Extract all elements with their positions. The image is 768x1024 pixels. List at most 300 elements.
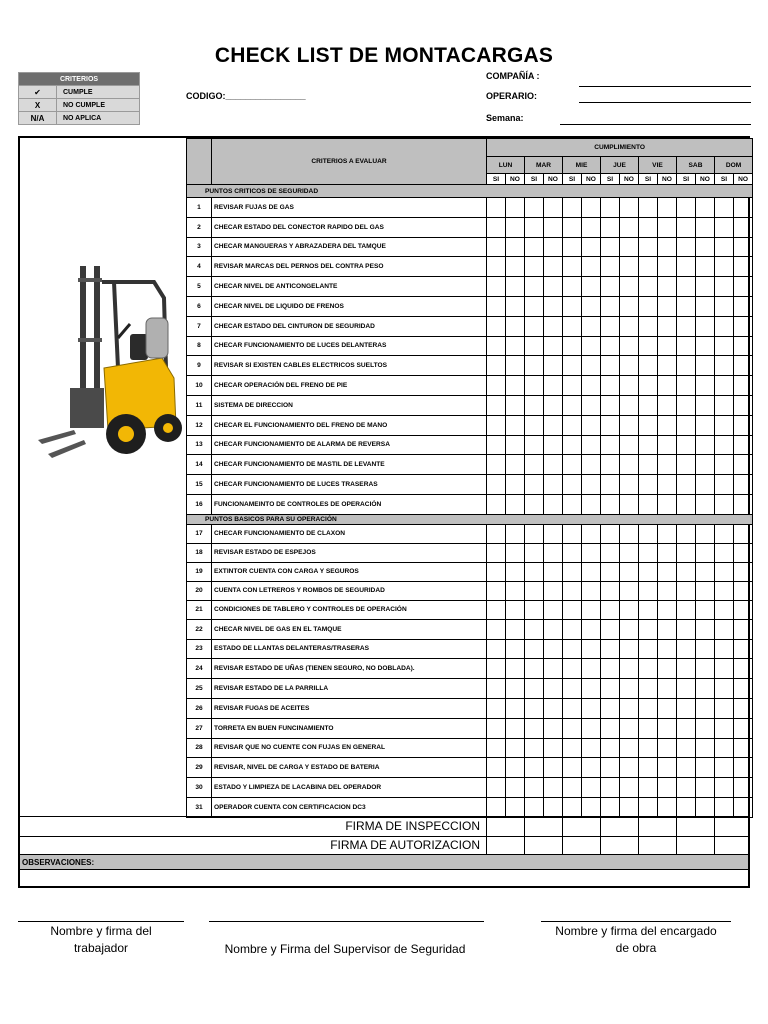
no-checkbox-cell[interactable] (734, 659, 753, 679)
yes-checkbox-cell[interactable] (715, 778, 734, 798)
yes-checkbox-cell[interactable] (639, 778, 658, 798)
worker-signature-line[interactable] (18, 921, 184, 922)
no-checkbox-cell[interactable] (582, 698, 601, 718)
yes-checkbox-cell[interactable] (715, 316, 734, 336)
no-checkbox-cell[interactable] (620, 679, 639, 699)
yes-checkbox-cell[interactable] (487, 376, 506, 396)
yes-checkbox-cell[interactable] (563, 435, 582, 455)
yes-checkbox-cell[interactable] (487, 455, 506, 475)
yes-checkbox-cell[interactable] (601, 659, 620, 679)
yes-checkbox-cell[interactable] (639, 257, 658, 277)
no-checkbox-cell[interactable] (582, 376, 601, 396)
no-checkbox-cell[interactable] (658, 797, 677, 817)
no-checkbox-cell[interactable] (658, 738, 677, 758)
no-checkbox-cell[interactable] (734, 524, 753, 543)
no-checkbox-cell[interactable] (734, 738, 753, 758)
yes-checkbox-cell[interactable] (677, 619, 696, 639)
yes-checkbox-cell[interactable] (677, 336, 696, 356)
yes-checkbox-cell[interactable] (563, 198, 582, 218)
yes-checkbox-cell[interactable] (525, 415, 544, 435)
no-checkbox-cell[interactable] (734, 562, 753, 581)
no-checkbox-cell[interactable] (620, 435, 639, 455)
no-checkbox-cell[interactable] (696, 455, 715, 475)
no-checkbox-cell[interactable] (658, 395, 677, 415)
no-checkbox-cell[interactable] (696, 217, 715, 237)
no-checkbox-cell[interactable] (582, 316, 601, 336)
yes-checkbox-cell[interactable] (639, 639, 658, 659)
no-checkbox-cell[interactable] (544, 679, 563, 699)
yes-checkbox-cell[interactable] (563, 257, 582, 277)
no-checkbox-cell[interactable] (620, 698, 639, 718)
no-checkbox-cell[interactable] (544, 356, 563, 376)
no-checkbox-cell[interactable] (696, 237, 715, 257)
no-checkbox-cell[interactable] (544, 257, 563, 277)
yes-checkbox-cell[interactable] (601, 738, 620, 758)
yes-checkbox-cell[interactable] (639, 395, 658, 415)
no-checkbox-cell[interactable] (506, 237, 525, 257)
inspection-signature-cell[interactable] (486, 816, 524, 836)
yes-checkbox-cell[interactable] (677, 562, 696, 581)
yes-checkbox-cell[interactable] (525, 494, 544, 514)
yes-checkbox-cell[interactable] (487, 296, 506, 316)
yes-checkbox-cell[interactable] (525, 738, 544, 758)
no-checkbox-cell[interactable] (658, 415, 677, 435)
no-checkbox-cell[interactable] (582, 600, 601, 619)
yes-checkbox-cell[interactable] (639, 475, 658, 495)
no-checkbox-cell[interactable] (696, 543, 715, 562)
yes-checkbox-cell[interactable] (715, 581, 734, 600)
no-checkbox-cell[interactable] (696, 679, 715, 699)
no-checkbox-cell[interactable] (620, 296, 639, 316)
no-checkbox-cell[interactable] (544, 778, 563, 798)
authorization-signature-cell[interactable] (486, 836, 524, 854)
yes-checkbox-cell[interactable] (601, 237, 620, 257)
yes-checkbox-cell[interactable] (487, 778, 506, 798)
no-checkbox-cell[interactable] (658, 198, 677, 218)
no-checkbox-cell[interactable] (734, 435, 753, 455)
no-checkbox-cell[interactable] (696, 797, 715, 817)
no-checkbox-cell[interactable] (506, 475, 525, 495)
no-checkbox-cell[interactable] (696, 494, 715, 514)
yes-checkbox-cell[interactable] (601, 475, 620, 495)
yes-checkbox-cell[interactable] (525, 198, 544, 218)
yes-checkbox-cell[interactable] (487, 524, 506, 543)
yes-checkbox-cell[interactable] (525, 376, 544, 396)
no-checkbox-cell[interactable] (658, 659, 677, 679)
yes-checkbox-cell[interactable] (677, 455, 696, 475)
yes-checkbox-cell[interactable] (563, 524, 582, 543)
yes-checkbox-cell[interactable] (525, 217, 544, 237)
no-checkbox-cell[interactable] (658, 600, 677, 619)
no-checkbox-cell[interactable] (734, 698, 753, 718)
no-checkbox-cell[interactable] (582, 415, 601, 435)
yes-checkbox-cell[interactable] (563, 277, 582, 297)
yes-checkbox-cell[interactable] (601, 679, 620, 699)
no-checkbox-cell[interactable] (620, 277, 639, 297)
no-checkbox-cell[interactable] (734, 494, 753, 514)
yes-checkbox-cell[interactable] (487, 562, 506, 581)
yes-checkbox-cell[interactable] (639, 494, 658, 514)
no-checkbox-cell[interactable] (620, 718, 639, 738)
no-checkbox-cell[interactable] (658, 376, 677, 396)
no-checkbox-cell[interactable] (620, 600, 639, 619)
yes-checkbox-cell[interactable] (487, 698, 506, 718)
no-checkbox-cell[interactable] (544, 336, 563, 356)
no-checkbox-cell[interactable] (506, 797, 525, 817)
supervisor-signature-line[interactable] (209, 921, 484, 922)
no-checkbox-cell[interactable] (620, 415, 639, 435)
no-checkbox-cell[interactable] (582, 797, 601, 817)
no-checkbox-cell[interactable] (582, 619, 601, 639)
yes-checkbox-cell[interactable] (715, 356, 734, 376)
yes-checkbox-cell[interactable] (563, 296, 582, 316)
no-checkbox-cell[interactable] (544, 494, 563, 514)
no-checkbox-cell[interactable] (696, 198, 715, 218)
no-checkbox-cell[interactable] (734, 395, 753, 415)
yes-checkbox-cell[interactable] (525, 296, 544, 316)
authorization-signature-cell[interactable] (714, 836, 752, 854)
no-checkbox-cell[interactable] (506, 356, 525, 376)
no-checkbox-cell[interactable] (734, 543, 753, 562)
yes-checkbox-cell[interactable] (487, 217, 506, 237)
yes-checkbox-cell[interactable] (601, 277, 620, 297)
yes-checkbox-cell[interactable] (525, 581, 544, 600)
no-checkbox-cell[interactable] (582, 257, 601, 277)
yes-checkbox-cell[interactable] (639, 562, 658, 581)
yes-checkbox-cell[interactable] (639, 296, 658, 316)
yes-checkbox-cell[interactable] (677, 198, 696, 218)
yes-checkbox-cell[interactable] (487, 395, 506, 415)
yes-checkbox-cell[interactable] (677, 639, 696, 659)
no-checkbox-cell[interactable] (734, 296, 753, 316)
site-manager-signature-line[interactable] (541, 921, 731, 922)
no-checkbox-cell[interactable] (506, 562, 525, 581)
no-checkbox-cell[interactable] (696, 336, 715, 356)
no-checkbox-cell[interactable] (658, 475, 677, 495)
codigo-field[interactable]: CODIGO:________________ (186, 91, 306, 101)
yes-checkbox-cell[interactable] (563, 475, 582, 495)
yes-checkbox-cell[interactable] (601, 435, 620, 455)
no-checkbox-cell[interactable] (734, 336, 753, 356)
yes-checkbox-cell[interactable] (525, 543, 544, 562)
no-checkbox-cell[interactable] (658, 581, 677, 600)
yes-checkbox-cell[interactable] (601, 316, 620, 336)
yes-checkbox-cell[interactable] (639, 758, 658, 778)
no-checkbox-cell[interactable] (582, 395, 601, 415)
no-checkbox-cell[interactable] (734, 581, 753, 600)
yes-checkbox-cell[interactable] (677, 376, 696, 396)
no-checkbox-cell[interactable] (696, 435, 715, 455)
yes-checkbox-cell[interactable] (677, 217, 696, 237)
yes-checkbox-cell[interactable] (563, 336, 582, 356)
no-checkbox-cell[interactable] (734, 639, 753, 659)
yes-checkbox-cell[interactable] (601, 395, 620, 415)
yes-checkbox-cell[interactable] (639, 797, 658, 817)
inspection-signature-cell[interactable] (638, 816, 676, 836)
yes-checkbox-cell[interactable] (563, 600, 582, 619)
no-checkbox-cell[interactable] (734, 679, 753, 699)
no-checkbox-cell[interactable] (734, 619, 753, 639)
yes-checkbox-cell[interactable] (563, 758, 582, 778)
no-checkbox-cell[interactable] (696, 296, 715, 316)
no-checkbox-cell[interactable] (544, 455, 563, 475)
no-checkbox-cell[interactable] (620, 581, 639, 600)
no-checkbox-cell[interactable] (582, 524, 601, 543)
yes-checkbox-cell[interactable] (487, 738, 506, 758)
yes-checkbox-cell[interactable] (487, 797, 506, 817)
inspection-signature-cell[interactable] (600, 816, 638, 836)
no-checkbox-cell[interactable] (620, 455, 639, 475)
no-checkbox-cell[interactable] (544, 415, 563, 435)
no-checkbox-cell[interactable] (544, 738, 563, 758)
no-checkbox-cell[interactable] (696, 581, 715, 600)
no-checkbox-cell[interactable] (734, 376, 753, 396)
no-checkbox-cell[interactable] (696, 698, 715, 718)
no-checkbox-cell[interactable] (696, 356, 715, 376)
yes-checkbox-cell[interactable] (601, 296, 620, 316)
no-checkbox-cell[interactable] (696, 639, 715, 659)
semana-field[interactable] (560, 124, 751, 125)
no-checkbox-cell[interactable] (506, 415, 525, 435)
yes-checkbox-cell[interactable] (563, 581, 582, 600)
operario-field[interactable] (579, 102, 751, 103)
no-checkbox-cell[interactable] (582, 455, 601, 475)
yes-checkbox-cell[interactable] (677, 237, 696, 257)
yes-checkbox-cell[interactable] (715, 395, 734, 415)
yes-checkbox-cell[interactable] (715, 679, 734, 699)
no-checkbox-cell[interactable] (506, 435, 525, 455)
no-checkbox-cell[interactable] (734, 415, 753, 435)
yes-checkbox-cell[interactable] (487, 543, 506, 562)
inspection-signature-cell[interactable] (714, 816, 752, 836)
yes-checkbox-cell[interactable] (563, 376, 582, 396)
yes-checkbox-cell[interactable] (601, 562, 620, 581)
no-checkbox-cell[interactable] (658, 778, 677, 798)
yes-checkbox-cell[interactable] (563, 395, 582, 415)
no-checkbox-cell[interactable] (544, 562, 563, 581)
yes-checkbox-cell[interactable] (525, 679, 544, 699)
yes-checkbox-cell[interactable] (677, 296, 696, 316)
yes-checkbox-cell[interactable] (677, 797, 696, 817)
yes-checkbox-cell[interactable] (525, 639, 544, 659)
no-checkbox-cell[interactable] (506, 600, 525, 619)
yes-checkbox-cell[interactable] (677, 758, 696, 778)
observations-field[interactable] (20, 871, 748, 886)
no-checkbox-cell[interactable] (544, 316, 563, 336)
yes-checkbox-cell[interactable] (715, 698, 734, 718)
no-checkbox-cell[interactable] (506, 778, 525, 798)
no-checkbox-cell[interactable] (544, 797, 563, 817)
yes-checkbox-cell[interactable] (715, 336, 734, 356)
no-checkbox-cell[interactable] (544, 435, 563, 455)
no-checkbox-cell[interactable] (696, 415, 715, 435)
yes-checkbox-cell[interactable] (715, 494, 734, 514)
yes-checkbox-cell[interactable] (563, 797, 582, 817)
no-checkbox-cell[interactable] (734, 778, 753, 798)
yes-checkbox-cell[interactable] (563, 698, 582, 718)
no-checkbox-cell[interactable] (658, 356, 677, 376)
no-checkbox-cell[interactable] (620, 619, 639, 639)
no-checkbox-cell[interactable] (696, 718, 715, 738)
inspection-signature-cell[interactable] (676, 816, 714, 836)
yes-checkbox-cell[interactable] (563, 639, 582, 659)
inspection-signature-cell[interactable] (524, 816, 562, 836)
no-checkbox-cell[interactable] (506, 659, 525, 679)
no-checkbox-cell[interactable] (582, 356, 601, 376)
no-checkbox-cell[interactable] (734, 217, 753, 237)
yes-checkbox-cell[interactable] (487, 581, 506, 600)
yes-checkbox-cell[interactable] (601, 619, 620, 639)
no-checkbox-cell[interactable] (658, 679, 677, 699)
no-checkbox-cell[interactable] (544, 619, 563, 639)
yes-checkbox-cell[interactable] (487, 718, 506, 738)
no-checkbox-cell[interactable] (658, 237, 677, 257)
yes-checkbox-cell[interactable] (639, 415, 658, 435)
no-checkbox-cell[interactable] (506, 336, 525, 356)
yes-checkbox-cell[interactable] (715, 619, 734, 639)
yes-checkbox-cell[interactable] (601, 797, 620, 817)
no-checkbox-cell[interactable] (506, 376, 525, 396)
no-checkbox-cell[interactable] (620, 395, 639, 415)
no-checkbox-cell[interactable] (658, 562, 677, 581)
yes-checkbox-cell[interactable] (487, 277, 506, 297)
yes-checkbox-cell[interactable] (639, 277, 658, 297)
no-checkbox-cell[interactable] (582, 581, 601, 600)
yes-checkbox-cell[interactable] (487, 237, 506, 257)
yes-checkbox-cell[interactable] (525, 336, 544, 356)
no-checkbox-cell[interactable] (734, 797, 753, 817)
no-checkbox-cell[interactable] (582, 718, 601, 738)
no-checkbox-cell[interactable] (506, 639, 525, 659)
yes-checkbox-cell[interactable] (677, 718, 696, 738)
no-checkbox-cell[interactable] (734, 718, 753, 738)
no-checkbox-cell[interactable] (544, 639, 563, 659)
yes-checkbox-cell[interactable] (639, 718, 658, 738)
yes-checkbox-cell[interactable] (601, 376, 620, 396)
no-checkbox-cell[interactable] (544, 395, 563, 415)
yes-checkbox-cell[interactable] (563, 455, 582, 475)
yes-checkbox-cell[interactable] (563, 718, 582, 738)
no-checkbox-cell[interactable] (696, 257, 715, 277)
no-checkbox-cell[interactable] (582, 296, 601, 316)
no-checkbox-cell[interactable] (696, 600, 715, 619)
yes-checkbox-cell[interactable] (601, 758, 620, 778)
no-checkbox-cell[interactable] (696, 738, 715, 758)
yes-checkbox-cell[interactable] (715, 435, 734, 455)
no-checkbox-cell[interactable] (620, 494, 639, 514)
no-checkbox-cell[interactable] (544, 543, 563, 562)
yes-checkbox-cell[interactable] (715, 277, 734, 297)
yes-checkbox-cell[interactable] (487, 679, 506, 699)
no-checkbox-cell[interactable] (620, 316, 639, 336)
no-checkbox-cell[interactable] (658, 277, 677, 297)
yes-checkbox-cell[interactable] (639, 316, 658, 336)
no-checkbox-cell[interactable] (506, 395, 525, 415)
no-checkbox-cell[interactable] (582, 758, 601, 778)
yes-checkbox-cell[interactable] (525, 435, 544, 455)
no-checkbox-cell[interactable] (506, 217, 525, 237)
yes-checkbox-cell[interactable] (525, 562, 544, 581)
yes-checkbox-cell[interactable] (487, 659, 506, 679)
no-checkbox-cell[interactable] (506, 257, 525, 277)
yes-checkbox-cell[interactable] (563, 679, 582, 699)
no-checkbox-cell[interactable] (734, 257, 753, 277)
yes-checkbox-cell[interactable] (715, 543, 734, 562)
yes-checkbox-cell[interactable] (487, 198, 506, 218)
yes-checkbox-cell[interactable] (677, 778, 696, 798)
yes-checkbox-cell[interactable] (639, 376, 658, 396)
yes-checkbox-cell[interactable] (639, 619, 658, 639)
no-checkbox-cell[interactable] (620, 475, 639, 495)
yes-checkbox-cell[interactable] (525, 659, 544, 679)
yes-checkbox-cell[interactable] (525, 698, 544, 718)
authorization-signature-cell[interactable] (638, 836, 676, 854)
no-checkbox-cell[interactable] (506, 494, 525, 514)
no-checkbox-cell[interactable] (582, 738, 601, 758)
yes-checkbox-cell[interactable] (487, 316, 506, 336)
no-checkbox-cell[interactable] (506, 277, 525, 297)
no-checkbox-cell[interactable] (620, 778, 639, 798)
yes-checkbox-cell[interactable] (677, 698, 696, 718)
yes-checkbox-cell[interactable] (677, 543, 696, 562)
yes-checkbox-cell[interactable] (677, 494, 696, 514)
no-checkbox-cell[interactable] (582, 475, 601, 495)
yes-checkbox-cell[interactable] (563, 217, 582, 237)
no-checkbox-cell[interactable] (696, 316, 715, 336)
no-checkbox-cell[interactable] (620, 639, 639, 659)
yes-checkbox-cell[interactable] (601, 639, 620, 659)
yes-checkbox-cell[interactable] (487, 639, 506, 659)
yes-checkbox-cell[interactable] (677, 738, 696, 758)
no-checkbox-cell[interactable] (696, 376, 715, 396)
yes-checkbox-cell[interactable] (715, 257, 734, 277)
no-checkbox-cell[interactable] (658, 455, 677, 475)
yes-checkbox-cell[interactable] (677, 435, 696, 455)
yes-checkbox-cell[interactable] (677, 475, 696, 495)
yes-checkbox-cell[interactable] (715, 376, 734, 396)
yes-checkbox-cell[interactable] (715, 797, 734, 817)
yes-checkbox-cell[interactable] (715, 217, 734, 237)
no-checkbox-cell[interactable] (658, 257, 677, 277)
no-checkbox-cell[interactable] (696, 778, 715, 798)
no-checkbox-cell[interactable] (658, 718, 677, 738)
no-checkbox-cell[interactable] (620, 562, 639, 581)
yes-checkbox-cell[interactable] (525, 778, 544, 798)
no-checkbox-cell[interactable] (658, 435, 677, 455)
yes-checkbox-cell[interactable] (525, 475, 544, 495)
yes-checkbox-cell[interactable] (715, 600, 734, 619)
yes-checkbox-cell[interactable] (563, 659, 582, 679)
yes-checkbox-cell[interactable] (677, 316, 696, 336)
no-checkbox-cell[interactable] (620, 198, 639, 218)
no-checkbox-cell[interactable] (734, 198, 753, 218)
yes-checkbox-cell[interactable] (715, 475, 734, 495)
yes-checkbox-cell[interactable] (601, 217, 620, 237)
compania-field[interactable] (579, 86, 751, 87)
no-checkbox-cell[interactable] (506, 758, 525, 778)
no-checkbox-cell[interactable] (544, 718, 563, 738)
no-checkbox-cell[interactable] (658, 217, 677, 237)
no-checkbox-cell[interactable] (506, 296, 525, 316)
yes-checkbox-cell[interactable] (563, 356, 582, 376)
yes-checkbox-cell[interactable] (563, 543, 582, 562)
no-checkbox-cell[interactable] (544, 237, 563, 257)
authorization-signature-cell[interactable] (562, 836, 600, 854)
yes-checkbox-cell[interactable] (601, 494, 620, 514)
yes-checkbox-cell[interactable] (563, 619, 582, 639)
yes-checkbox-cell[interactable] (525, 455, 544, 475)
yes-checkbox-cell[interactable] (677, 395, 696, 415)
